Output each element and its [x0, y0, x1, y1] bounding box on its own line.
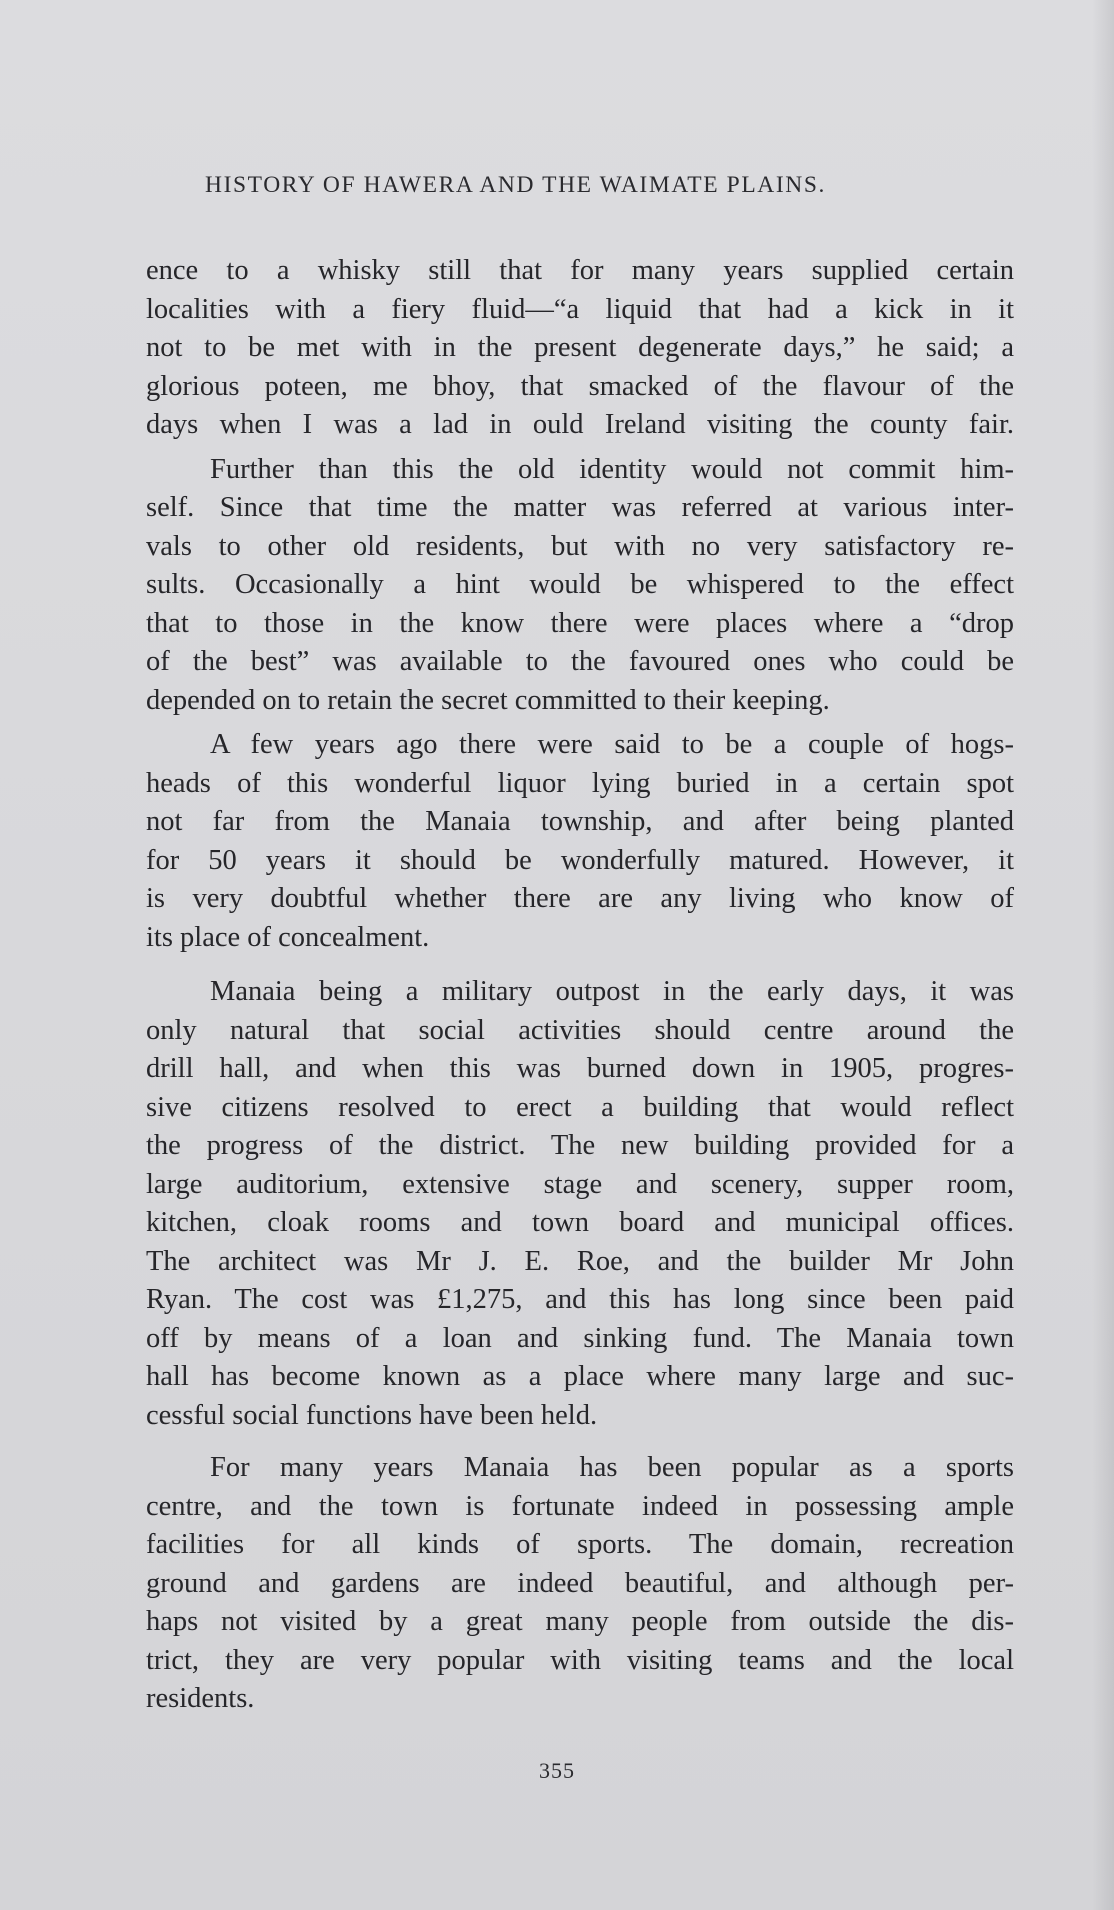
text-line: vals to other old residents, but with no very satisfactory re- — [146, 530, 1014, 562]
text-line: haps not visited by a great many people from outside the dis- — [146, 1606, 1014, 1637]
text-line: ground and gardens are indeed beautiful, and although per- — [146, 1567, 1014, 1599]
text-line: For many years Manaia has been popular as a sports — [210, 1452, 1014, 1483]
paragraph-5 — [146, 1449, 1014, 1719]
text-line: Further than this the old identity would not commit him- — [210, 453, 1014, 485]
text-line: only natural that social activities should centre around the — [146, 1014, 1014, 1046]
text-line: that to those in the know there were places where a “drop — [146, 607, 1014, 639]
body-text — [146, 252, 1014, 1719]
page-number: 355 — [539, 1758, 575, 1783]
text-line: for 50 years it should be wonderfully matured. However, it — [146, 844, 1014, 876]
text-line: Ryan. The cost was £1,275, and this has long since been paid — [146, 1284, 1014, 1315]
text-line: sive citizens resolved to erect a building that would reflect — [146, 1091, 1014, 1123]
text-line: Manaia being a military outpost in the early days, it was — [210, 976, 1014, 1007]
text-line: cessful social functions have been held. — [146, 1399, 598, 1431]
text-line: drill hall, and when this was burned down in 1905, progres- — [146, 1053, 1014, 1084]
text-line: its place of concealment. — [146, 921, 430, 953]
paragraph-2 — [146, 451, 1014, 721]
paragraph-3 — [146, 726, 1014, 957]
text-line: of the best” was available to the favoured ones who could be — [146, 646, 1014, 677]
text-line: centre, and the town is fortunate indeed in possessing ample — [146, 1490, 1014, 1522]
text-line: not far from the Manaia township, and after being planted — [146, 806, 1014, 837]
text-line: days when I was a lad in ould Ireland visiting the county fair. — [146, 409, 1014, 440]
text-line: hall has become known as a place where many large and suc- — [146, 1361, 1014, 1392]
text-line: kitchen, cloak rooms and town board and municipal offices. — [146, 1207, 1014, 1238]
text-line: trict, they are very popular with visiting teams and the local — [146, 1644, 1014, 1676]
paragraph-4 — [146, 973, 1014, 1435]
text-line: depended on to retain the secret committed to their keeping. — [146, 684, 830, 716]
text-line: sults. Occasionally a hint would be whispered to the effect — [146, 569, 1014, 600]
text-line: ence to a whisky still that for many years supplied certain — [146, 255, 1014, 286]
running-head: HISTORY OF HAWERA AND THE WAIMATE PLAINS. — [205, 172, 827, 198]
text-line: heads of this wonderful liquor lying buried in a certain spot — [146, 767, 1014, 799]
text-line: localities with a fiery fluid—“a liquid that had a kick in it — [146, 293, 1014, 325]
text-line: is very doubtful whether there are any living who know of — [146, 883, 1014, 914]
text-line: self. Since that time the matter was referred at various inter- — [146, 492, 1014, 523]
text-line: glorious poteen, me bhoy, that smacked of the flavour of the — [146, 370, 1014, 402]
text-line: large auditorium, extensive stage and scenery, supper room, — [146, 1168, 1014, 1200]
text-line: off by means of a loan and sinking fund. The Manaia town — [146, 1322, 1014, 1354]
text-line: A few years ago there were said to be a couple of hogs- — [210, 729, 1014, 760]
paragraph-1 — [146, 252, 1014, 445]
page-edge-shadow — [1092, 0, 1114, 1910]
text-line: residents. — [146, 1683, 255, 1714]
text-line: not to be met with in the present degenerate days,” he said; a — [146, 332, 1014, 363]
text-line: facilities for all kinds of sports. The domain, recreation — [146, 1529, 1014, 1560]
text-line: The architect was Mr J. E. Roe, and the builder Mr John — [146, 1245, 1014, 1277]
text-line: the progress of the district. The new building provided for a — [146, 1130, 1014, 1161]
